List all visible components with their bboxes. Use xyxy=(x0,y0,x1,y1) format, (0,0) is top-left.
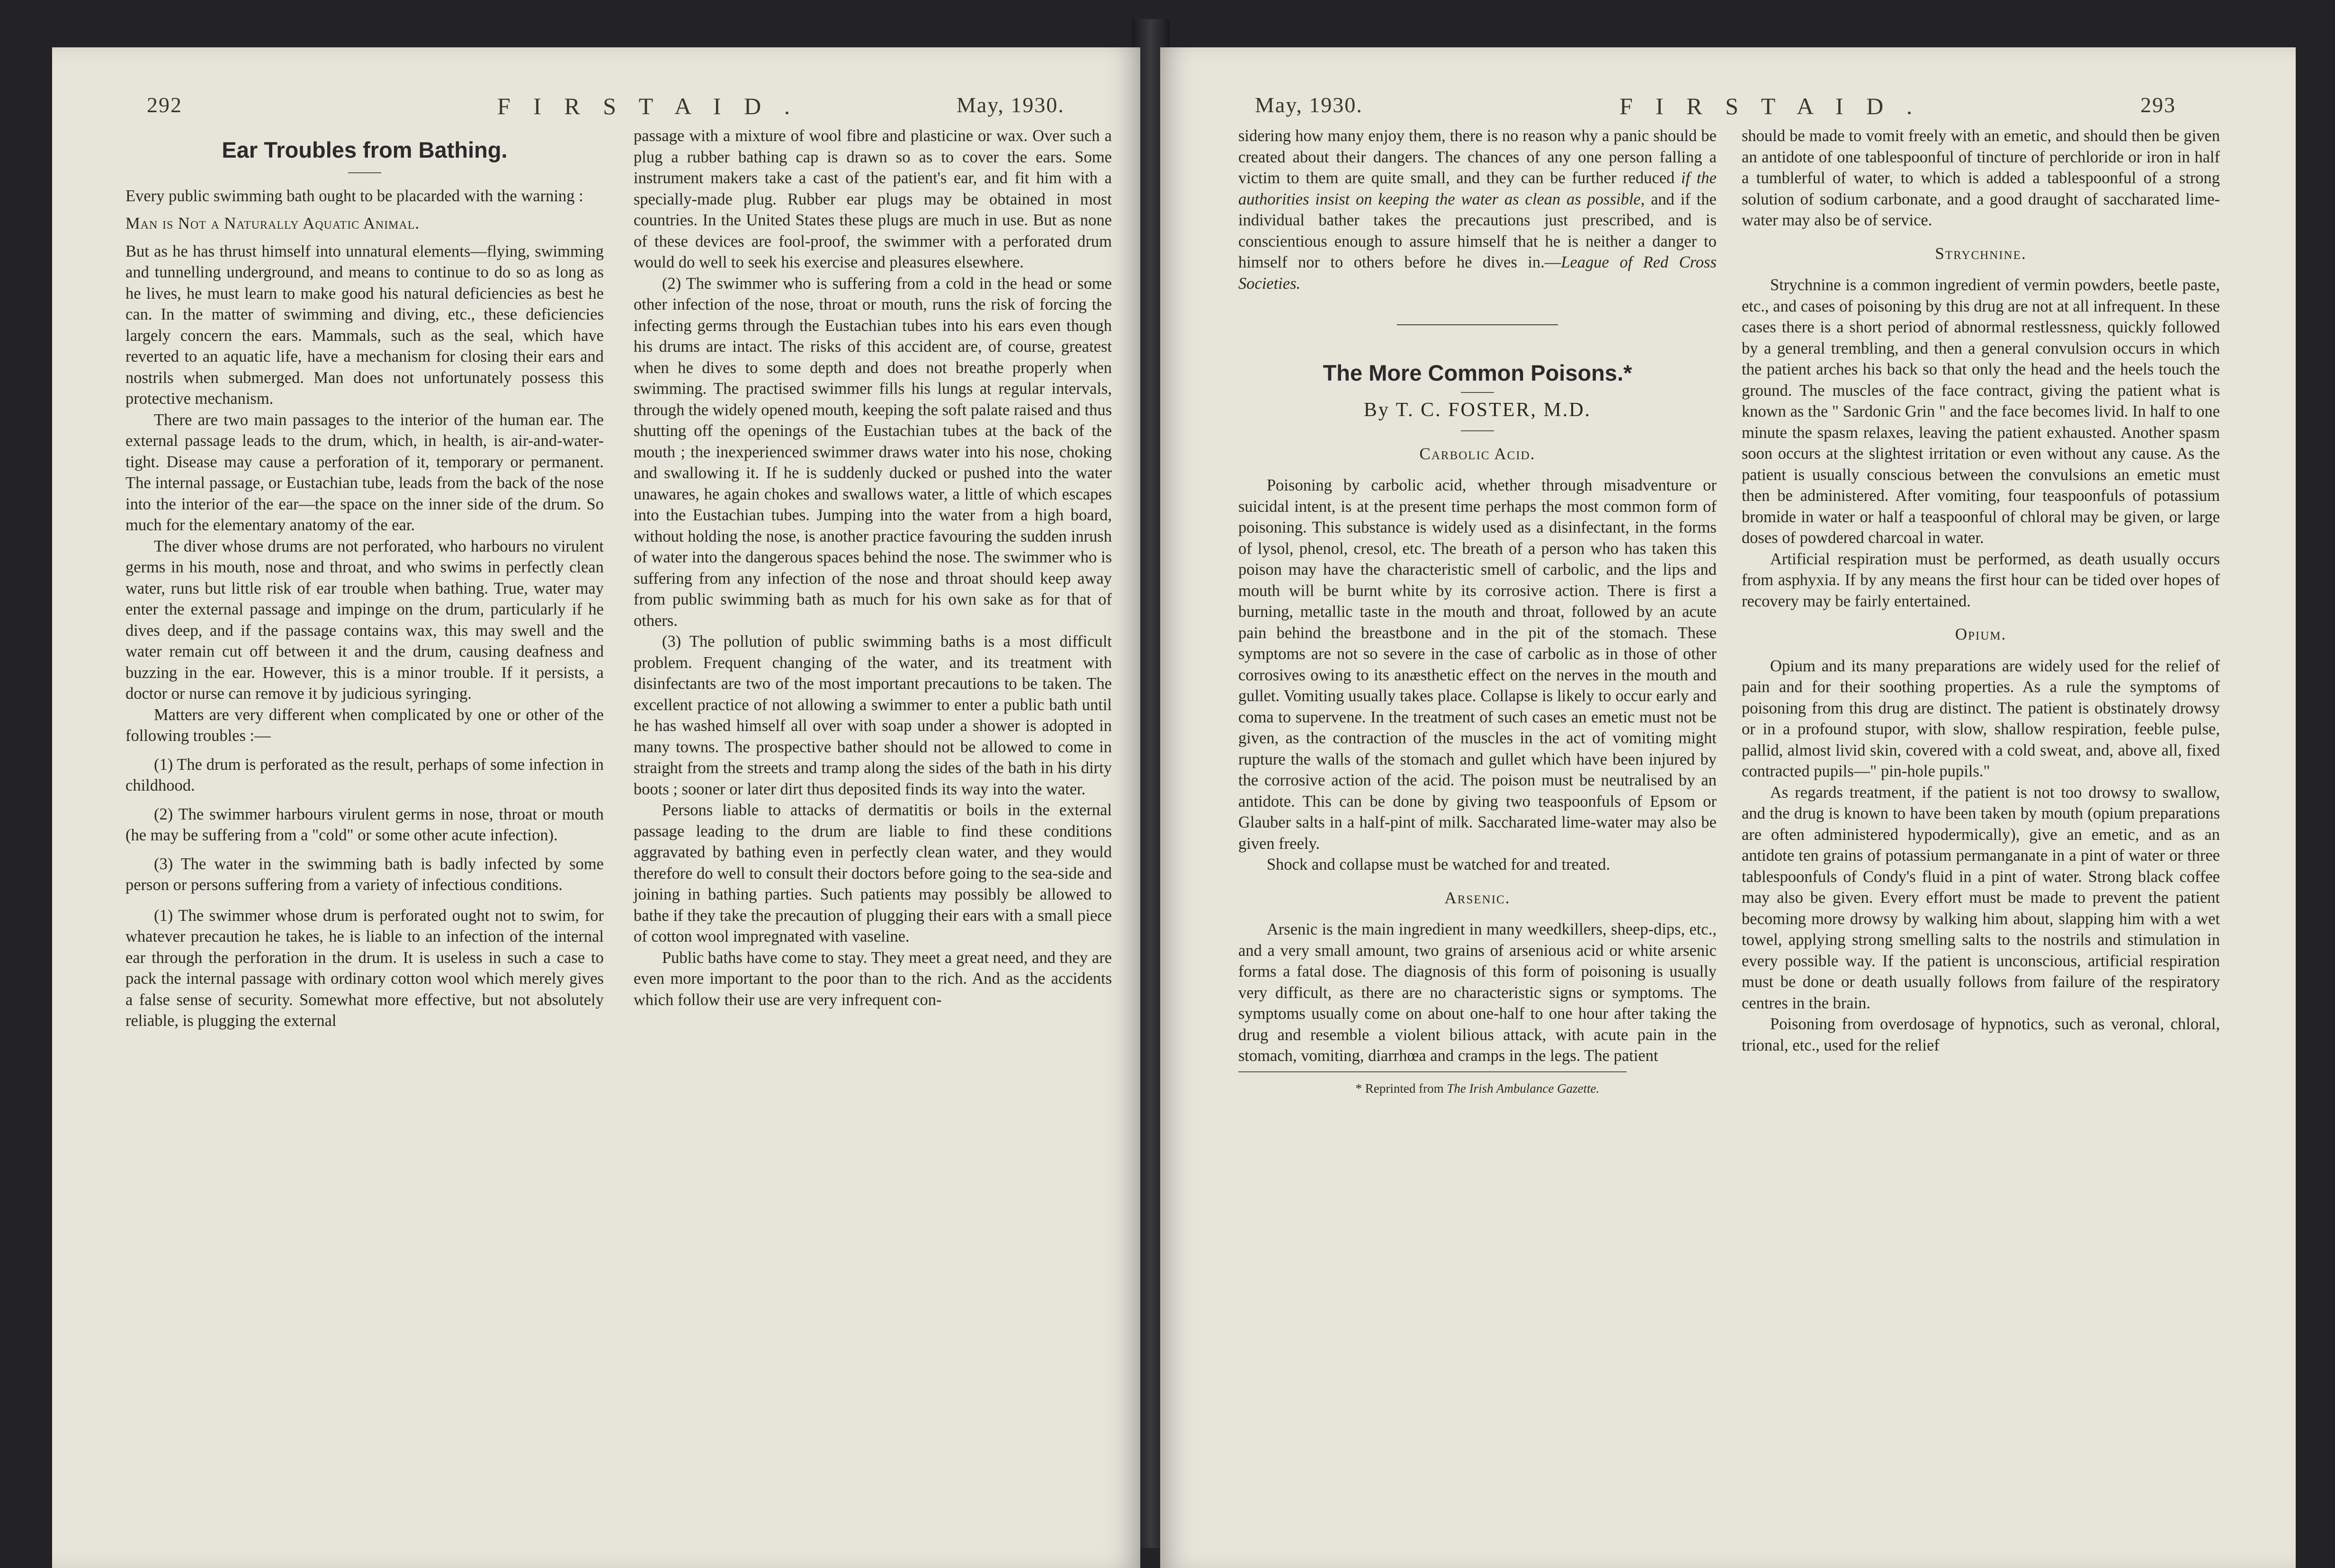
right-column-2 xyxy=(1742,125,2220,1056)
title-rule xyxy=(348,172,381,173)
right-column-1 xyxy=(1238,125,1717,1099)
paragraph: Arsenic is the main ingredient in many weedkillers, sheep-dips, etc., and a very small amount, two grains of arsenious acid or white arsenic forms a fatal dose. The diagnosis of this form of poisoning is usually very difficult, as there are no characteristic signs or symptoms. The symptoms usually come on about one-half to one hour after taking the drug and resemble a violent bilious attack, with acute pain in the stomach, vomiting, diarrhœa and cramps in the legs. The patient xyxy=(1238,920,1717,1065)
paragraph: Shock and collapse must be watched for and treated. xyxy=(1267,855,1610,873)
warning-text: Man is Not a Naturally Aquatic Animal. xyxy=(125,214,420,232)
running-date: May, 1930. xyxy=(1255,93,1363,117)
emphasis: if the authorities insist on keeping the water as clean as possible xyxy=(1238,169,1717,208)
text-run: * Reprinted from xyxy=(1355,1081,1447,1096)
article-title: The More Common Poisons.* xyxy=(1323,360,1632,385)
paragraph: There are two main passages to the interior of the human ear. The external passage leads to the drum, which, in health, is air-and-water-tight. Disease may cause a perforation of it, temporary or permanent. The internal passage, or Eustachian tube, leads from the back of the nose into the interior of the ear—the space on the inner side of the drum. So much for the elementary anatomy of the ear. xyxy=(125,410,604,534)
byline-rule xyxy=(1461,430,1494,431)
running-title: F I R S T A I D . xyxy=(1619,93,1921,119)
paragraph: As regards treatment, if the patient is not too drowsy to swallow, and the drug is known to have been taken by mouth (opium preparations are often administered hypodermically), give an emetic, and as an antidote ten grains of potassium permanganate in a pint of water or three tablespoonfuls of Condy's fluid in a pint of water. Strong black coffee may also be given. Every effort must be made to prevent the patient becoming more drowsy by walking him about, slapping him with a wet towel, applying strong smelling salts to the nostrils and stimulation in every possible way. If the patient is unconscious, artificial respiration must be done or death usually follows from failure of the respiratory centres in the brain. xyxy=(1742,783,2220,1012)
paragraph xyxy=(1238,125,1717,294)
page-number: 292 xyxy=(147,93,182,117)
section-heading: Strychnine. xyxy=(1935,244,2027,263)
paragraph: Poisoning by carbolic acid, whether through misadventure or suicidal intent, is at the present time perhaps the most common form of poisoning. This substance is widely used as a disinfectant, in the forms of lysol, phenol, cresol, etc. The breath of a person who has taken this poison may have the characteristic smell of carbolic, and the lips and mouth will be burnt white by its corrosive action. There is first a burning, metallic taste in the mouth and throat, followed by an acute pain behind the breastbone and in the pit of the stomach. These symptoms are not so severe in the case of carbolic as in those of other corrosives owing to its anæsthetic effect on the nerves in the mouth and gullet. Vomiting usually takes place. Collapse is likely to occur early and coma to supervene. In the treatment of such cases an emetic must not be given, as the contraction of the muscles in the act of vomiting might rupture the walls of the stomach and gullet which have been injured by the corrosive action of the acid. The poison must be neutralised by an antidote. This can be done by giving two teaspoonfuls of Epsom or Glauber salts in a half-pint of milk. Saccharated lime-water may also be given freely. xyxy=(1238,476,1717,853)
list-item: (3) The water in the swimming bath is badly infected by some person or persons suffering from a variety of infectious conditions. xyxy=(125,855,604,894)
paragraph: Poisoning from overdosage of hypnotics, such as veronal, chloral, trional, etc., used for the relief xyxy=(1742,1015,2220,1054)
text-run: , and if the individual bather takes the precautions just prescribed, and is conscientious enough to assure himself that he is neither a danger to himself nor to others before he dives in.— xyxy=(1238,190,1717,271)
paragraph: (1) The swimmer whose drum is perforated ought not to swim, for whatever precaution he takes, he is liable to an infection of the internal ear through the perforation in the drum. It is useless in such a case to pack the internal passage with ordinary cotton wool which merely gives a false sense of security. Somewhat more effective, but not absolutely reliable, is plugging the external xyxy=(125,906,604,1030)
paragraph: But as he has thrust himself into unnatural elements—flying, swimming and tunnelling underground, and means to continue to do so as long as he lives, he must learn to make good his natural deficiencies as best he can. In the matter of swimming and diving, etc., these deficiencies largely concern the ears. Mammals, such as the seal, which have reverted to an aquatic life, have a mechanism for closing their ears and nostrils when submerged. Man does not unfortunately possess this protective mechanism. xyxy=(125,242,604,408)
text-run: sidering how many enjoy them, there is no reason why a panic should be created about their dangers. The chances of any one person falling a victim to them are quite small, and they can be further reduced xyxy=(1238,127,1717,187)
left-column-1 xyxy=(125,130,604,1032)
paragraph: Matters are very different when complicated by one or other of the following troubles :— xyxy=(125,705,604,745)
left-page xyxy=(52,47,1140,1568)
section-heading: Arsenic. xyxy=(1444,888,1511,907)
title-rule xyxy=(1461,392,1494,393)
section-ornament xyxy=(1238,313,1717,334)
paragraph: Strychnine is a common ingredient of vermin powders, beetle paste, etc., and cases of poisoning by this drug are not at all infrequent. In these cases there is a short period of abnormal restlessness, quickly followed by a general trembling, and then a general convulsion occurs in which the patient arches his back so that only the head and the heels touch the ground. The muscles of the face contract, giving the patient what is known as the " Sardonic Grin " and the face becomes livid. In half to one minute the spasm relaxes, leaving the patient exhausted. Another spasm soon occurs at the slightest irritation or even without any cause. As the patient is usually conscious between the convulsions an emetic must then be administered. After vomiting, four teaspoonfuls of potassium bromide in water or half a teaspoonful of chloral may be given, or large doses of powdered charcoal in water. xyxy=(1742,276,2220,547)
list-item: (1) The drum is perforated as the result, perhaps of some infection in childhood. xyxy=(125,755,604,794)
section-heading: Carbolic Acid. xyxy=(1419,444,1536,463)
page-number: 293 xyxy=(2140,93,2176,117)
article-title: Ear Troubles from Bathing. xyxy=(222,137,508,162)
author-byline: By T. C. FOSTER, M.D. xyxy=(1363,399,1592,421)
left-column-2 xyxy=(634,125,1112,1010)
footnote xyxy=(1238,1078,1717,1099)
paragraph: (2) The swimmer who is suffering from a cold in the head or some other infection of the nose, throat or mouth, runs the risk of forcing the infecting germs through the Eustachian tubes into his ears even though his drums are intact. The risks of this accident are, of course, greatest when he dives to some depth and does not breathe properly when swimming. The practised swimmer fills his lungs at regular intervals, through the widely opened mouth, keeping the soft palate raised and thus shutting off the openings of the Eustachian tubes at the back of the mouth ; the inexperienced swimmer draws water into his nose, choking and swallowing it. If he is suddenly ducked or pushed into the water unawares, he again chokes and swallows water, a little of which escapes into the Eustachian tubes. Jumping into the water from a high board, without holding the nose, is another practice favouring the sudden inrush of water into the dangerous spaces behind the nose. The swimmer who is suffering from any infection of the nose and throat should keep away from public swimming bath as much for his own sake as for that of others. xyxy=(634,274,1112,630)
paragraph: Persons liable to attacks of dermatitis or boils in the external passage leading to the drum are liable to find these conditions aggravated by bathing even in perfectly clean water, and they would therefore do well to consult their doctors before going to the sea-side and joining in bathing parties. Such patients may possibly be allowed to bathe if they take the precaution of plugging their ears with a small piece of cotton wool impregnated with vaseline. xyxy=(634,801,1112,945)
paragraph: (3) The pollution of public swimming baths is a most difficult problem. Frequent changing of the water, and its treatment with disinfectants are two of the most important precautions to be taken. The excellent practice of not allowing a swimmer to enter a public bath until he has washed himself all over with soap under a shower is adopted in many towns. The prospective bather should not be allowed to come in straight from the streets and tramp along the sides of the bath in his dirty boots ; sooner or later dirt thus deposited finds its way into the water. xyxy=(634,633,1112,798)
paragraph: Public baths have come to stay. They meet a great need, and they are even more important to the poor than to the rich. And as the accidents which follow their use are very infrequent con- xyxy=(634,948,1112,1009)
running-date: May, 1930. xyxy=(957,93,1065,117)
paragraph: passage with a mixture of wool fibre and plasticine or wax. Over such a plug a rubber bathing cap is drawn so as to cover the ears. Some instrument makers take a cast of the patient's ear, and fit him with a specially-made plug. Rubber ear plugs may be obtained in most countries. In the United States these plugs are much in use. But as none of these devices are fool-proof, the swimmer with a perforated drum would do well to seek his exercise and pleasures elsewhere. xyxy=(634,127,1112,271)
footnote-source: The Irish Ambulance Gazette. xyxy=(1447,1081,1600,1096)
paragraph: The diver whose drums are not perforated, who harbours no virulent germs in his mouth, nose and throat, and who swims in perfectly clean water, runs but little risk of ear trouble when bathing. True, water may enter the external passage and impinge on the drum, particularly if he dives deep, and if the passage contains wax, this may swell and the water remain cut off between it and the drum, causing deafness and buzzing in the ear. However, this is a minor trouble. If it persists, a doctor or nurse can remove it by judicious syringing. xyxy=(125,537,604,703)
running-title: F I R S T A I D . xyxy=(497,93,799,119)
list-item: (2) The swimmer harbours virulent germs in nose, throat or mouth (he may be suffering from a "cold" or some other acute infection). xyxy=(125,805,604,844)
right-page xyxy=(1160,47,2296,1568)
footnote-rule xyxy=(1238,1071,1627,1072)
section-heading: Opium. xyxy=(1955,625,2007,643)
warning-intro: Every public swimming bath ought to be placarded with the warning : xyxy=(125,187,583,205)
source-citation: League of Red Cross Societies. xyxy=(1238,253,1717,293)
paragraph: Opium and its many preparations are widely used for the relief of pain and for their soothing properties. As a rule the symptoms of poisoning from this drug are distinct. The patient is obstinately drowsy or in a profound stupor, with slow, shallow respiration, feeble pulse, pallid, almost livid skin, covered with a cold sweat, and, above all, fixed contracted pupils—" pin-hole pupils." xyxy=(1742,657,2220,780)
paragraph: should be made to vomit freely with an emetic, and should then be given an antidote of one tablespoonful of tincture of perchloride or iron in half a tumblerful of water, to which is added a tablespoonful of a strong solution of sodium carbonate, and a good draught of saccharated lime-water may also be of service. xyxy=(1742,127,2220,229)
paragraph: Artificial respiration must be performed, as death usually occurs from asphyxia. If by any means the first hour can be tided over hopes of recovery may be fairly entertained. xyxy=(1742,550,2220,610)
